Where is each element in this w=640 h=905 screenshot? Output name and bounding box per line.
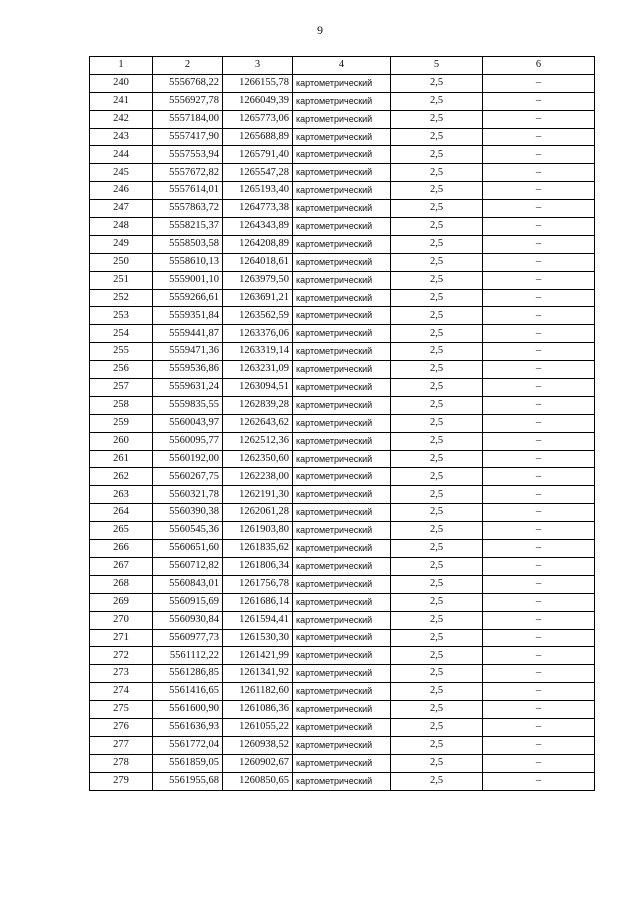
accuracy-cell: 2,5 [391, 504, 483, 522]
method-cell: картометрический [293, 307, 391, 325]
accuracy-cell: 2,5 [391, 271, 483, 289]
column-header: 5 [391, 57, 483, 75]
point-number-cell: 265 [90, 522, 153, 540]
accuracy-cell: 2,5 [391, 325, 483, 343]
column-header: 6 [483, 57, 595, 75]
y-coordinate-cell: 1265791,40 [223, 146, 293, 164]
accuracy-cell: 2,5 [391, 218, 483, 236]
y-coordinate-cell: 1265547,28 [223, 164, 293, 182]
table-row [90, 343, 595, 361]
point-number-cell: 264 [90, 504, 153, 522]
table-row [90, 200, 595, 218]
x-coordinate-cell: 5561600,90 [153, 701, 223, 719]
table-row [90, 361, 595, 379]
x-coordinate-cell: 5560930,84 [153, 611, 223, 629]
point-number-cell: 257 [90, 379, 153, 397]
x-coordinate-cell: 5561286,85 [153, 665, 223, 683]
table-row [90, 772, 595, 790]
accuracy-cell: 2,5 [391, 683, 483, 701]
note-cell: – [483, 522, 595, 540]
table-row [90, 74, 595, 92]
note-cell: – [483, 379, 595, 397]
accuracy-cell: 2,5 [391, 522, 483, 540]
table-row [90, 218, 595, 236]
method-cell: картометрический [293, 92, 391, 110]
point-number-cell: 278 [90, 754, 153, 772]
x-coordinate-cell: 5559471,36 [153, 343, 223, 361]
accuracy-cell: 2,5 [391, 361, 483, 379]
accuracy-cell: 2,5 [391, 128, 483, 146]
method-cell: картометрический [293, 164, 391, 182]
table-row [90, 235, 595, 253]
y-coordinate-cell: 1260850,65 [223, 772, 293, 790]
accuracy-cell: 2,5 [391, 289, 483, 307]
table-row [90, 486, 595, 504]
column-header: 3 [223, 57, 293, 75]
method-cell: картометрический [293, 718, 391, 736]
method-cell: картометрический [293, 540, 391, 558]
x-coordinate-cell: 5560843,01 [153, 575, 223, 593]
y-coordinate-cell: 1261903,80 [223, 522, 293, 540]
y-coordinate-cell: 1264018,61 [223, 253, 293, 271]
y-coordinate-cell: 1261806,34 [223, 557, 293, 575]
y-coordinate-cell: 1263231,09 [223, 361, 293, 379]
accuracy-cell: 2,5 [391, 486, 483, 504]
y-coordinate-cell: 1261530,30 [223, 629, 293, 647]
method-cell: картометрический [293, 271, 391, 289]
table-row [90, 557, 595, 575]
table-row [90, 307, 595, 325]
method-cell: картометрический [293, 736, 391, 754]
x-coordinate-cell: 5560651,60 [153, 540, 223, 558]
note-cell: – [483, 110, 595, 128]
x-coordinate-cell: 5561859,05 [153, 754, 223, 772]
accuracy-cell: 2,5 [391, 253, 483, 271]
note-cell: – [483, 593, 595, 611]
table-row [90, 325, 595, 343]
point-number-cell: 275 [90, 701, 153, 719]
accuracy-cell: 2,5 [391, 701, 483, 719]
x-coordinate-cell: 5558610,13 [153, 253, 223, 271]
note-cell: – [483, 414, 595, 432]
table-row [90, 718, 595, 736]
table-row [90, 540, 595, 558]
x-coordinate-cell: 5558215,37 [153, 218, 223, 236]
table-row [90, 736, 595, 754]
table-row [90, 92, 595, 110]
y-coordinate-cell: 1265773,06 [223, 110, 293, 128]
method-cell: картометрический [293, 432, 391, 450]
x-coordinate-cell: 5561636,93 [153, 718, 223, 736]
point-number-cell: 276 [90, 718, 153, 736]
accuracy-cell: 2,5 [391, 468, 483, 486]
method-cell: картометрический [293, 468, 391, 486]
y-coordinate-cell: 1261182,60 [223, 683, 293, 701]
method-cell: картометрический [293, 343, 391, 361]
table-row [90, 701, 595, 719]
method-cell: картометрический [293, 593, 391, 611]
note-cell: – [483, 271, 595, 289]
note-cell: – [483, 432, 595, 450]
point-number-cell: 258 [90, 396, 153, 414]
method-cell: картометрический [293, 486, 391, 504]
table-row [90, 450, 595, 468]
y-coordinate-cell: 1265193,40 [223, 182, 293, 200]
note-cell: – [483, 701, 595, 719]
x-coordinate-cell: 5560095,77 [153, 432, 223, 450]
note-cell: – [483, 396, 595, 414]
point-number-cell: 269 [90, 593, 153, 611]
y-coordinate-cell: 1263691,21 [223, 289, 293, 307]
note-cell: – [483, 218, 595, 236]
accuracy-cell: 2,5 [391, 593, 483, 611]
y-coordinate-cell: 1262061,28 [223, 504, 293, 522]
note-cell: – [483, 575, 595, 593]
table-row [90, 504, 595, 522]
column-header: 1 [90, 57, 153, 75]
note-cell: – [483, 736, 595, 754]
table-row [90, 164, 595, 182]
point-number-cell: 256 [90, 361, 153, 379]
note-cell: – [483, 200, 595, 218]
x-coordinate-cell: 5557417,90 [153, 128, 223, 146]
method-cell: картометрический [293, 665, 391, 683]
point-number-cell: 271 [90, 629, 153, 647]
x-coordinate-cell: 5559631,24 [153, 379, 223, 397]
accuracy-cell: 2,5 [391, 540, 483, 558]
method-cell: картометрический [293, 701, 391, 719]
point-number-cell: 250 [90, 253, 153, 271]
y-coordinate-cell: 1261421,99 [223, 647, 293, 665]
point-number-cell: 262 [90, 468, 153, 486]
note-cell: – [483, 504, 595, 522]
y-coordinate-cell: 1261341,92 [223, 665, 293, 683]
point-number-cell: 246 [90, 182, 153, 200]
point-number-cell: 242 [90, 110, 153, 128]
accuracy-cell: 2,5 [391, 665, 483, 683]
method-cell: картометрический [293, 504, 391, 522]
x-coordinate-cell: 5560267,75 [153, 468, 223, 486]
x-coordinate-cell: 5556927,78 [153, 92, 223, 110]
table-row [90, 146, 595, 164]
note-cell: – [483, 754, 595, 772]
coordinates-table [89, 56, 595, 791]
x-coordinate-cell: 5559536,86 [153, 361, 223, 379]
point-number-cell: 243 [90, 128, 153, 146]
y-coordinate-cell: 1263319,14 [223, 343, 293, 361]
x-coordinate-cell: 5558503,58 [153, 235, 223, 253]
note-cell: – [483, 343, 595, 361]
point-number-cell: 268 [90, 575, 153, 593]
point-number-cell: 274 [90, 683, 153, 701]
table-row [90, 522, 595, 540]
x-coordinate-cell: 5561416,65 [153, 683, 223, 701]
point-number-cell: 261 [90, 450, 153, 468]
note-cell: – [483, 253, 595, 271]
method-cell: картометрический [293, 325, 391, 343]
table-row [90, 647, 595, 665]
x-coordinate-cell: 5557614,01 [153, 182, 223, 200]
table-row [90, 754, 595, 772]
method-cell: картометрический [293, 200, 391, 218]
note-cell: – [483, 182, 595, 200]
note-cell: – [483, 683, 595, 701]
accuracy-cell: 2,5 [391, 307, 483, 325]
accuracy-cell: 2,5 [391, 611, 483, 629]
accuracy-cell: 2,5 [391, 754, 483, 772]
y-coordinate-cell: 1261686,14 [223, 593, 293, 611]
accuracy-cell: 2,5 [391, 396, 483, 414]
method-cell: картометрический [293, 289, 391, 307]
table-row [90, 468, 595, 486]
table-row [90, 611, 595, 629]
x-coordinate-cell: 5557553,94 [153, 146, 223, 164]
method-cell: картометрический [293, 218, 391, 236]
x-coordinate-cell: 5560321,78 [153, 486, 223, 504]
accuracy-cell: 2,5 [391, 432, 483, 450]
point-number-cell: 277 [90, 736, 153, 754]
method-cell: картометрический [293, 450, 391, 468]
accuracy-cell: 2,5 [391, 146, 483, 164]
y-coordinate-cell: 1261086,36 [223, 701, 293, 719]
x-coordinate-cell: 5560977,73 [153, 629, 223, 647]
point-number-cell: 244 [90, 146, 153, 164]
point-number-cell: 255 [90, 343, 153, 361]
point-number-cell: 253 [90, 307, 153, 325]
table-row [90, 253, 595, 271]
accuracy-cell: 2,5 [391, 235, 483, 253]
x-coordinate-cell: 5560043,97 [153, 414, 223, 432]
point-number-cell: 247 [90, 200, 153, 218]
point-number-cell: 245 [90, 164, 153, 182]
x-coordinate-cell: 5557184,00 [153, 110, 223, 128]
point-number-cell: 251 [90, 271, 153, 289]
table-row [90, 593, 595, 611]
x-coordinate-cell: 5560712,82 [153, 557, 223, 575]
y-coordinate-cell: 1266049,39 [223, 92, 293, 110]
x-coordinate-cell: 5560545,36 [153, 522, 223, 540]
accuracy-cell: 2,5 [391, 718, 483, 736]
accuracy-cell: 2,5 [391, 557, 483, 575]
accuracy-cell: 2,5 [391, 629, 483, 647]
x-coordinate-cell: 5557863,72 [153, 200, 223, 218]
accuracy-cell: 2,5 [391, 414, 483, 432]
method-cell: картометрический [293, 647, 391, 665]
table-row [90, 110, 595, 128]
x-coordinate-cell: 5559266,61 [153, 289, 223, 307]
table-row [90, 575, 595, 593]
method-cell: картометрический [293, 146, 391, 164]
accuracy-cell: 2,5 [391, 647, 483, 665]
note-cell: – [483, 629, 595, 647]
y-coordinate-cell: 1261835,62 [223, 540, 293, 558]
y-coordinate-cell: 1263094,51 [223, 379, 293, 397]
note-cell: – [483, 307, 595, 325]
table-row [90, 271, 595, 289]
y-coordinate-cell: 1261756,78 [223, 575, 293, 593]
table-row [90, 665, 595, 683]
column-header: 2 [153, 57, 223, 75]
table-row [90, 396, 595, 414]
y-coordinate-cell: 1261594,41 [223, 611, 293, 629]
accuracy-cell: 2,5 [391, 110, 483, 128]
accuracy-cell: 2,5 [391, 200, 483, 218]
x-coordinate-cell: 5556768,22 [153, 74, 223, 92]
note-cell: – [483, 468, 595, 486]
point-number-cell: 263 [90, 486, 153, 504]
note-cell: – [483, 146, 595, 164]
note-cell: – [483, 164, 595, 182]
y-coordinate-cell: 1260902,67 [223, 754, 293, 772]
method-cell: картометрический [293, 379, 391, 397]
accuracy-cell: 2,5 [391, 736, 483, 754]
accuracy-cell: 2,5 [391, 575, 483, 593]
x-coordinate-cell: 5559001,10 [153, 271, 223, 289]
accuracy-cell: 2,5 [391, 74, 483, 92]
point-number-cell: 273 [90, 665, 153, 683]
method-cell: картометрический [293, 128, 391, 146]
note-cell: – [483, 289, 595, 307]
y-coordinate-cell: 1262643,62 [223, 414, 293, 432]
table-row [90, 414, 595, 432]
x-coordinate-cell: 5559351,84 [153, 307, 223, 325]
y-coordinate-cell: 1263562,59 [223, 307, 293, 325]
note-cell: – [483, 74, 595, 92]
y-coordinate-cell: 1262512,36 [223, 432, 293, 450]
method-cell: картометрический [293, 182, 391, 200]
point-number-cell: 279 [90, 772, 153, 790]
x-coordinate-cell: 5560915,69 [153, 593, 223, 611]
note-cell: – [483, 128, 595, 146]
method-cell: картометрический [293, 575, 391, 593]
point-number-cell: 272 [90, 647, 153, 665]
method-cell: картометрический [293, 611, 391, 629]
x-coordinate-cell: 5559835,55 [153, 396, 223, 414]
y-coordinate-cell: 1262839,28 [223, 396, 293, 414]
method-cell: картометрический [293, 235, 391, 253]
accuracy-cell: 2,5 [391, 772, 483, 790]
accuracy-cell: 2,5 [391, 164, 483, 182]
y-coordinate-cell: 1263376,06 [223, 325, 293, 343]
method-cell: картометрический [293, 629, 391, 647]
accuracy-cell: 2,5 [391, 343, 483, 361]
y-coordinate-cell: 1263979,50 [223, 271, 293, 289]
note-cell: – [483, 92, 595, 110]
note-cell: – [483, 450, 595, 468]
y-coordinate-cell: 1266155,78 [223, 74, 293, 92]
note-cell: – [483, 647, 595, 665]
x-coordinate-cell: 5561112,22 [153, 647, 223, 665]
point-number-cell: 266 [90, 540, 153, 558]
y-coordinate-cell: 1262191,30 [223, 486, 293, 504]
x-coordinate-cell: 5561955,68 [153, 772, 223, 790]
point-number-cell: 241 [90, 92, 153, 110]
table-row [90, 683, 595, 701]
table-row [90, 379, 595, 397]
point-number-cell: 254 [90, 325, 153, 343]
point-number-cell: 240 [90, 74, 153, 92]
x-coordinate-cell: 5557672,82 [153, 164, 223, 182]
y-coordinate-cell: 1260938,52 [223, 736, 293, 754]
note-cell: – [483, 361, 595, 379]
y-coordinate-cell: 1264208,89 [223, 235, 293, 253]
point-number-cell: 249 [90, 235, 153, 253]
note-cell: – [483, 557, 595, 575]
y-coordinate-cell: 1264343,89 [223, 218, 293, 236]
table-row [90, 289, 595, 307]
method-cell: картометрический [293, 253, 391, 271]
note-cell: – [483, 540, 595, 558]
point-number-cell: 252 [90, 289, 153, 307]
y-coordinate-cell: 1262350,60 [223, 450, 293, 468]
column-header: 4 [293, 57, 391, 75]
table-row [90, 128, 595, 146]
y-coordinate-cell: 1261055,22 [223, 718, 293, 736]
point-number-cell: 248 [90, 218, 153, 236]
method-cell: картометрический [293, 414, 391, 432]
method-cell: картометрический [293, 557, 391, 575]
x-coordinate-cell: 5561772,04 [153, 736, 223, 754]
accuracy-cell: 2,5 [391, 450, 483, 468]
point-number-cell: 260 [90, 432, 153, 450]
method-cell: картометрический [293, 74, 391, 92]
method-cell: картометрический [293, 754, 391, 772]
note-cell: – [483, 665, 595, 683]
method-cell: картометрический [293, 396, 391, 414]
method-cell: картометрический [293, 361, 391, 379]
table-row [90, 432, 595, 450]
x-coordinate-cell: 5559441,87 [153, 325, 223, 343]
point-number-cell: 259 [90, 414, 153, 432]
note-cell: – [483, 235, 595, 253]
method-cell: картометрический [293, 683, 391, 701]
table-header-row [90, 57, 595, 75]
method-cell: картометрический [293, 522, 391, 540]
point-number-cell: 267 [90, 557, 153, 575]
table-body [90, 74, 595, 790]
x-coordinate-cell: 5560390,38 [153, 504, 223, 522]
note-cell: – [483, 325, 595, 343]
accuracy-cell: 2,5 [391, 182, 483, 200]
note-cell: – [483, 486, 595, 504]
point-number-cell: 270 [90, 611, 153, 629]
accuracy-cell: 2,5 [391, 92, 483, 110]
y-coordinate-cell: 1264773,38 [223, 200, 293, 218]
note-cell: – [483, 772, 595, 790]
note-cell: – [483, 718, 595, 736]
y-coordinate-cell: 1265688,89 [223, 128, 293, 146]
accuracy-cell: 2,5 [391, 379, 483, 397]
method-cell: картометрический [293, 772, 391, 790]
x-coordinate-cell: 5560192,00 [153, 450, 223, 468]
note-cell: – [483, 611, 595, 629]
table-row [90, 629, 595, 647]
y-coordinate-cell: 1262238,00 [223, 468, 293, 486]
table-row [90, 182, 595, 200]
page-number: 9 [317, 23, 323, 37]
method-cell: картометрический [293, 110, 391, 128]
